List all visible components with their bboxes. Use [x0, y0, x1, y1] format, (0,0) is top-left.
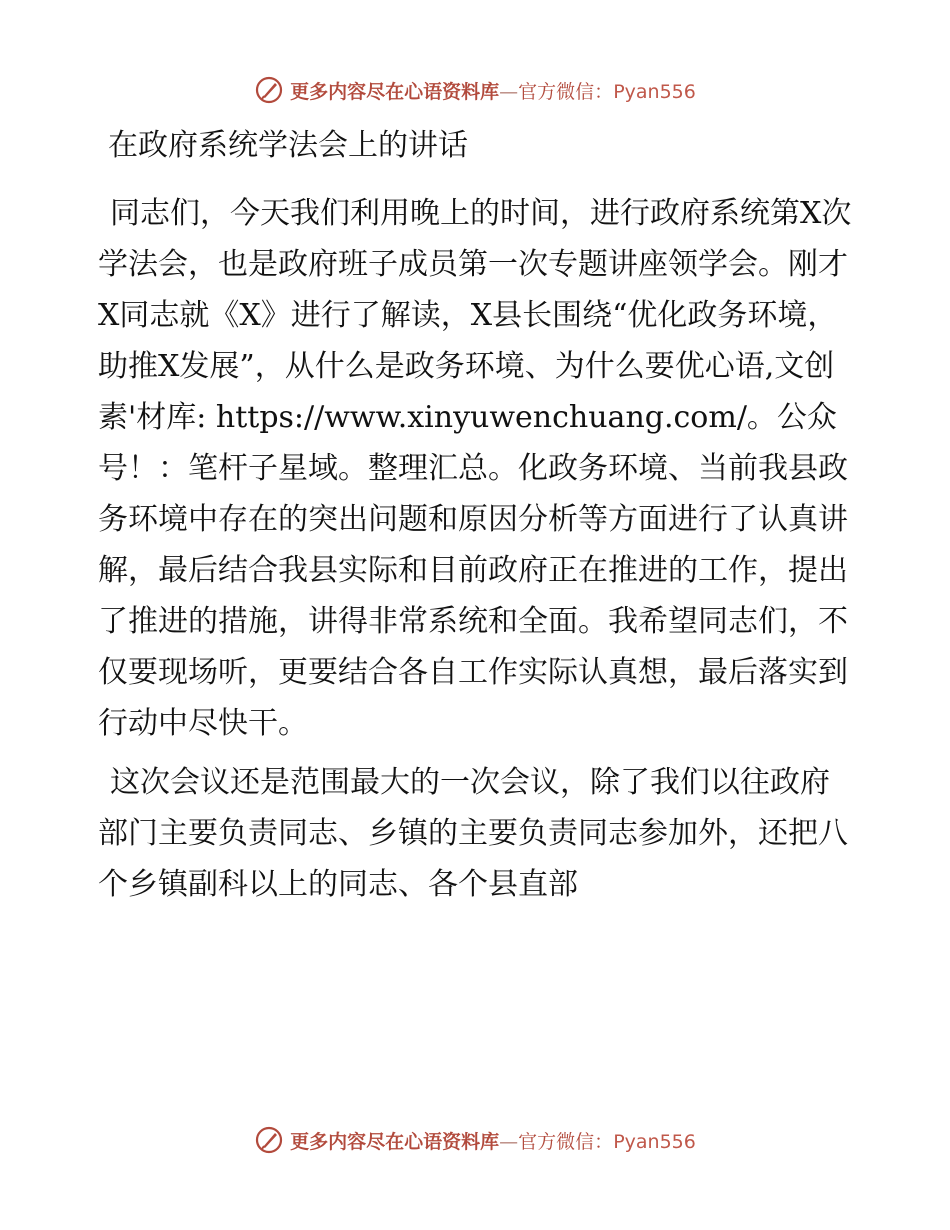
quill-pen-circle-icon — [254, 75, 284, 105]
watermark-text — [290, 1127, 696, 1154]
watermark-separator: — — [499, 1130, 519, 1153]
watermark-wechat-label: 官方微信： — [518, 80, 614, 103]
watermark-text — [290, 77, 696, 104]
document-paragraph: 这次会议还是范围最大的一次会议，除了我们以往政府部门主要负责同志、乡镇的主要负责同志参加外，还把八个乡镇副科以上的同志、各个县直部 — [98, 765, 848, 902]
watermark-wechat-label: 官方微信： — [518, 1130, 614, 1153]
header-watermark-banner — [0, 70, 950, 110]
watermark-wechat-id: Pyan556 — [613, 80, 696, 103]
quill-pen-circle-icon — [254, 1125, 284, 1155]
document-body — [98, 124, 858, 918]
document-title: 在政府系统学法会上的讲话 — [108, 128, 468, 163]
watermark-wechat-id: Pyan556 — [613, 1130, 696, 1153]
watermark-separator: — — [499, 80, 519, 103]
watermark-site-text: 更多内容尽在心语资料库 — [290, 80, 500, 103]
watermark-site-text: 更多内容尽在心语资料库 — [290, 1130, 500, 1153]
document-paragraph: 同志们，今天我们利用晚上的时间，进行政府系统第X次学法会，也是政府班子成员第一次专题讲座领学会。刚才X同志就《X》进行了解读，X县长围绕“优化政务环境，助推X发展”，从什么是政务环境、为什么要优心语,文创素'材库: https://www.xinyuwenchuang.com/。公众号！：笔杆子星域。整理汇总。化政务环境、当前我县政务环境中存在的突出问题和原因分析等方面进行了认真讲解，最后结合我县实际和目前政府正在推进的工作，提出了推进的措施，讲得非常系统和全面。我希望同志们，不仅要现场听，更要结合各自工作实际认真想，最后落实到行动中尽快干。 — [98, 196, 852, 741]
footer-watermark-banner — [0, 1120, 950, 1160]
